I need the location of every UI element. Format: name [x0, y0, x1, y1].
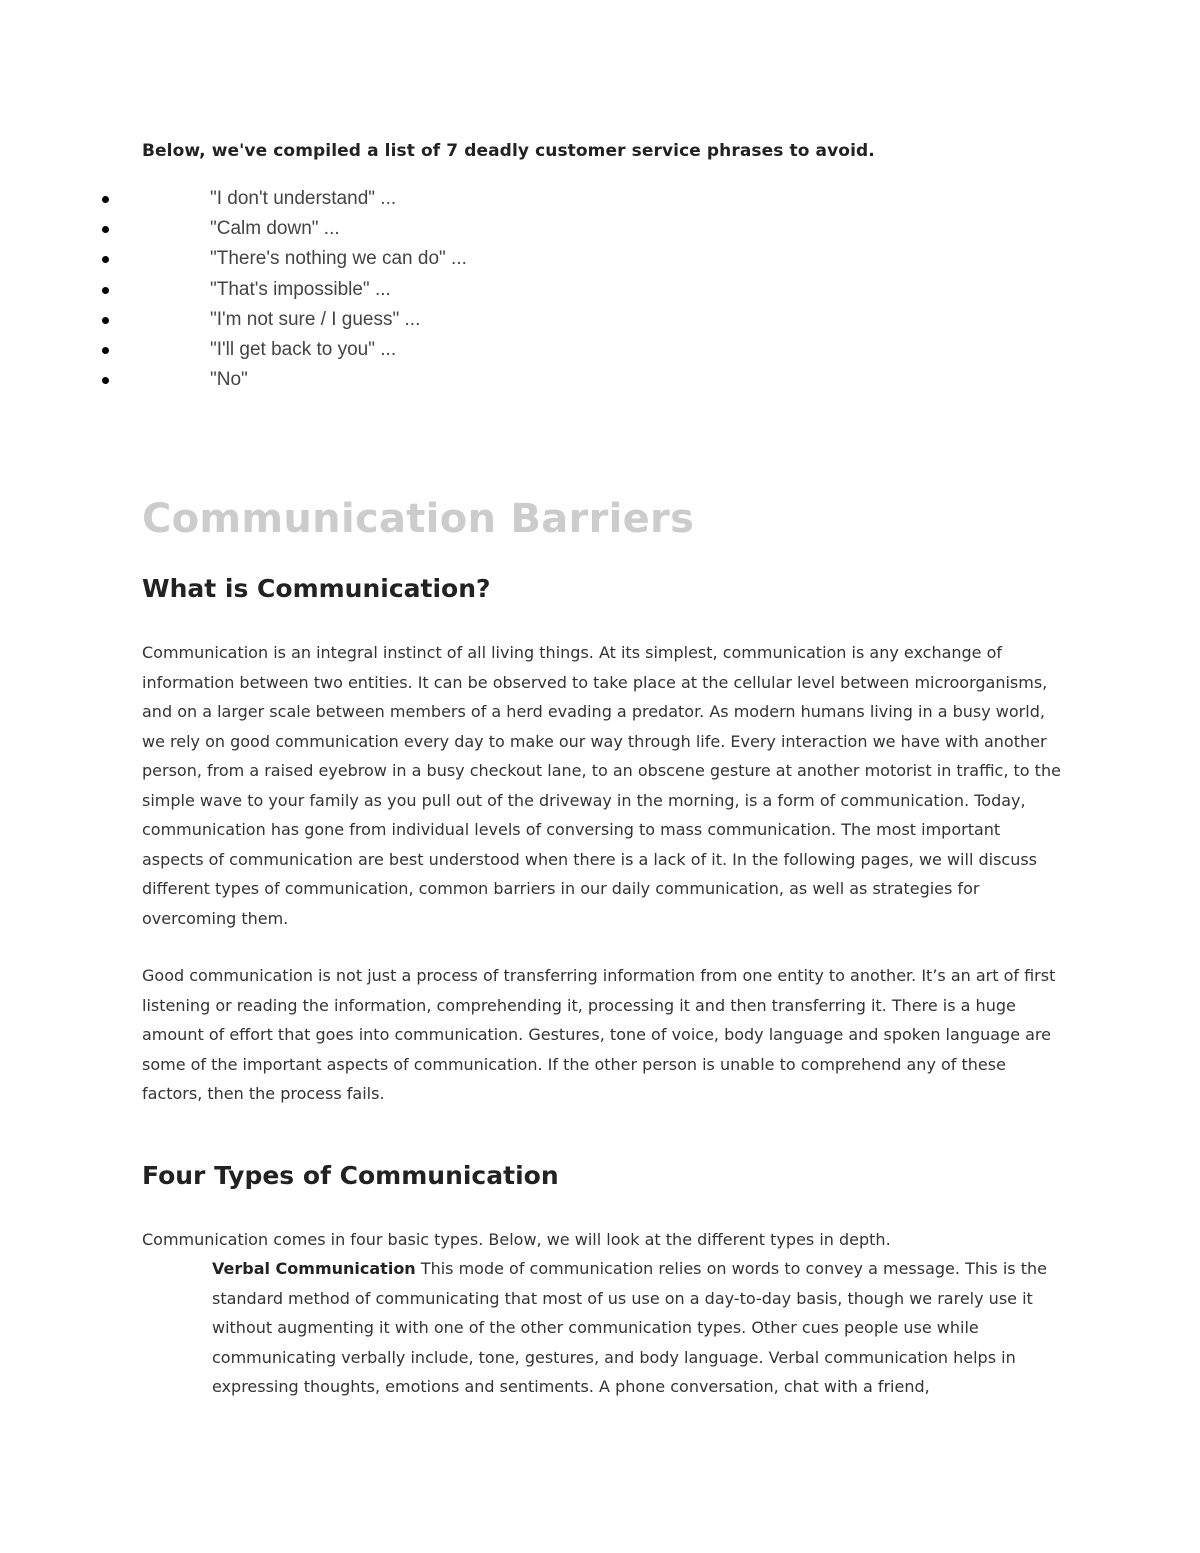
list-item: [0, 335, 700, 365]
bullet-icon: [102, 287, 109, 294]
document-title: Communication Barriers: [142, 496, 695, 542]
section-heading-what-is-communication: What is Communication?: [142, 574, 491, 603]
list-item: [0, 365, 700, 395]
list-item: [0, 214, 700, 244]
phrase-text: "I'm not sure / I guess" ...: [210, 308, 421, 330]
section-heading-four-types: Four Types of Communication: [142, 1161, 559, 1190]
phrase-text: "I don't understand" ...: [210, 188, 397, 209]
verbal-communication-paragraph: [212, 1254, 1062, 1402]
phrase-text: "That's impossible" ...: [210, 278, 391, 300]
bullet-icon: [102, 347, 109, 354]
phrase-list: [0, 184, 700, 395]
intro-text: Below, we've compiled a list of 7 deadly customer service phrases to avoid.: [142, 141, 875, 161]
phrase-text: "There's nothing we can do" ...: [210, 248, 467, 270]
bullet-icon: [102, 196, 109, 203]
list-item: [0, 275, 700, 305]
phrase-text: "I'll get back to you" ...: [210, 338, 397, 360]
phrase-text: "No": [210, 369, 248, 391]
list-item: [0, 305, 700, 335]
paragraph: Good communication is not just a process of transferring information from one entity to another. It’s an art of first listening or reading the information, comprehending it, processing it and then transferring it. There is a huge amount of effort that goes into communication. Gestures, tone of voice, body language and spoken language are some of the important aspects of communication. If the other person is unable to comprehend any of these factors, then the process fails.: [142, 966, 1056, 1103]
paragraph: Communication comes in four basic types. Below, we will look at the different types in depth.: [142, 1230, 891, 1249]
list-item: [0, 244, 700, 274]
bullet-icon: [102, 377, 109, 384]
verbal-communication-label: Verbal Communication: [212, 1259, 416, 1278]
phrase-text: "Calm down" ...: [210, 218, 340, 240]
paragraph: Communication is an integral instinct of all living things. At its simplest, communication is any exchange of information between two entities. It can be observed to take place at the cellular level between microorganisms, and on a larger scale between members of a herd evading a predator. As modern humans living in a busy world, we rely on good communication every day to make our way through life. Every interaction we have with another person, from a raised eyebrow in a busy checkout lane, to an obscene gesture at another motorist in traffic, to the simple wave to your family as you pull out of the driveway in the morning, is a form of communication. Today, communication has gone from individual levels of conversing to mass communication. The most important aspects of communication are best understood when there is a lack of it. In the following pages, we will discuss different types of communication, common barriers in our daily communication, as well as strategies for overcoming them.: [142, 643, 1061, 928]
list-item: [0, 184, 700, 214]
bullet-icon: [102, 256, 109, 263]
verbal-communication-text: This mode of communication relies on words to convey a message. This is the standard method of communicating that most of us use on a day-to-day basis, though we rarely use it without augmenting it with one of the other communication types. Other cues people use while communicating verbally include, tone, gestures, and body language. Verbal communication helps in expressing thoughts, emotions and sentiments. A phone conversation, chat with a friend,: [212, 1259, 1047, 1396]
bullet-icon: [102, 317, 109, 324]
bullet-icon: [102, 226, 109, 233]
